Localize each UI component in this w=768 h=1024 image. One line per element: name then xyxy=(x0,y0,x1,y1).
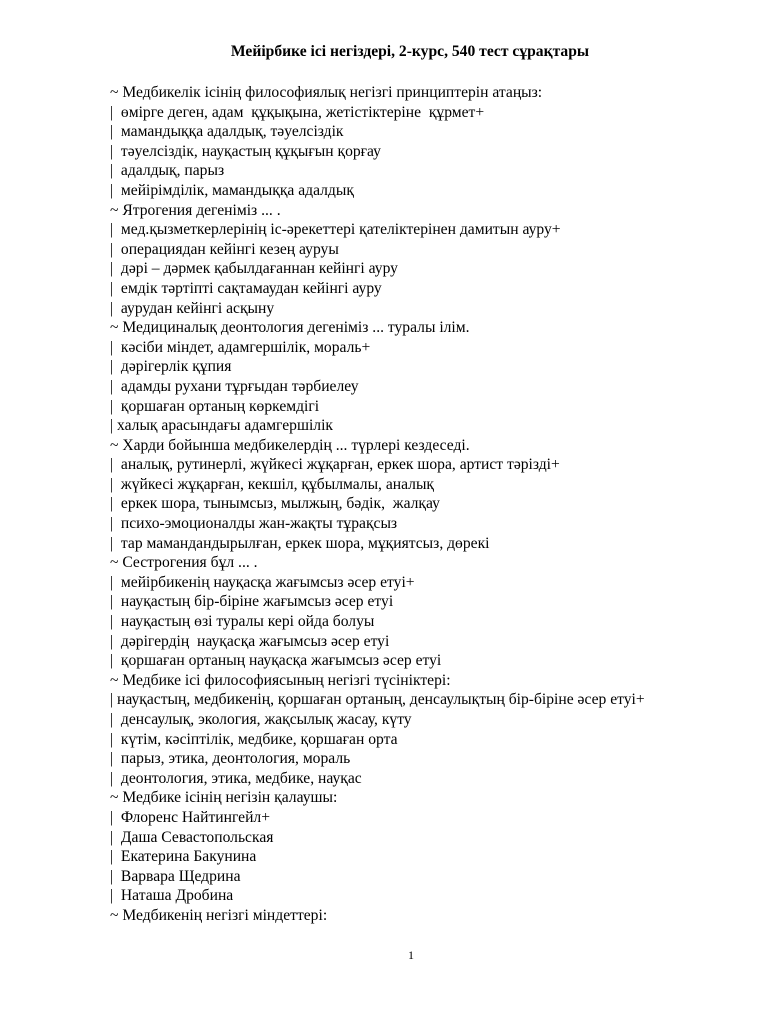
answer-option-line: | адамды рухани тұрғыдан тәрбиелеу xyxy=(110,377,359,395)
answer-option-line: | мамандыққа адалдық, тәуелсіздік xyxy=(110,123,344,141)
document-body xyxy=(110,83,710,926)
answer-option-line: | дәрігердің науқасқа жағымсыз әсер етуі xyxy=(110,632,390,650)
page-number: 1 xyxy=(408,948,414,962)
answer-option-line: | қоршаған ортаның науқасқа жағымсыз әсер етуі xyxy=(110,652,442,670)
answer-option-line: | халық арасындағы адамгершілік xyxy=(110,417,333,435)
answer-option-line: | Флоренс Найтингейл+ xyxy=(110,808,270,826)
answer-option-line: | жүйкесі жұқарған, кекшіл, құбылмалы, аналық xyxy=(110,475,435,493)
question-line: ~ Медициналық деонтология дегеніміз ... туралы ілім. xyxy=(110,319,470,337)
document-title: Мейірбике ісі негіздері, 2-курс, 540 тест сұрақтары xyxy=(230,43,590,60)
answer-option-line: | аурудан кейінгі асқыну xyxy=(110,299,275,317)
answer-option-line: | мейірімділік, мамандыққа адалдық xyxy=(110,181,354,199)
answer-option-line: | Екатерина Бакунина xyxy=(110,848,257,866)
answer-option-line: | дәрігерлік құпия xyxy=(110,358,232,376)
question-line: ~ Сестрогения бұл ... . xyxy=(110,554,258,572)
answer-option-line: | адалдық, парыз xyxy=(110,162,225,180)
answer-option-line: | қоршаған ортаның көркемдігі xyxy=(110,397,320,415)
answer-option-line: | еркек шора, тынымсыз, мылжың, бәдік, жалқау xyxy=(110,495,440,513)
question-line: ~ Медбике ісі философиясының негізгі түсініктері: xyxy=(110,671,451,689)
answer-option-line: | мед.қызметкерлерінің іс-әрекеттері қателіктерінен дамитын ауру+ xyxy=(110,221,561,239)
answer-option-line: | денсаулық, экология, жақсылық жасау, күту xyxy=(110,711,412,728)
answer-option-line: | тәуелсіздік, науқастың құқығын қорғау xyxy=(110,142,381,160)
answer-option-line: | өмірге деген, адам құқықына, жетістіктеріне құрмет+ xyxy=(110,103,485,121)
answer-option-line: | науқастың бір-біріне жағымсыз әсер етуі xyxy=(110,593,394,611)
question-line: ~ Харди бойынша медбикелердің ... түрлері кездеседі. xyxy=(110,436,470,454)
answer-option-line: | кәсіби міндет, адамгершілік, мораль+ xyxy=(110,338,371,356)
question-line: ~ Медбикелік ісінің философиялық негізгі принциптерін атаңыз: xyxy=(110,84,543,101)
answer-option-line: | мейірбикенің науқасқа жағымсыз әсер етуі+ xyxy=(110,573,415,591)
answer-option-line: | Даша Севастопольская xyxy=(110,828,274,846)
answer-option-line: | тар мамандандырылған, еркек шора, мұқиятсыз, дөрекі xyxy=(110,534,490,552)
answer-option-line: | деонтология, этика, медбике, науқас xyxy=(110,769,362,787)
answer-option-line: | науқастың, медбикенің, қоршаған ортаның, денсаулықтың бір-біріне әсер етуі+ xyxy=(110,691,645,709)
question-line: ~ Медбике ісінің негізін қалаушы: xyxy=(110,789,338,807)
question-line: ~ Ятрогения дегеніміз ... . xyxy=(110,201,281,219)
answer-option-line: | психо-эмоционалды жан-жақты тұрақсыз xyxy=(110,515,398,533)
answer-option-line: | науқастың өзі туралы кері ойда болуы xyxy=(110,613,375,631)
answer-option-line: | күтім, кәсіптілік, медбике, қоршаған орта xyxy=(110,730,398,748)
answer-option-line: | Варвара Щедрина xyxy=(110,867,241,885)
answer-option-line: | парыз, этика, деонтология, мораль xyxy=(110,750,351,768)
answer-option-line: | дәрі – дәрмек қабылдағаннан кейінгі ауру xyxy=(110,260,398,278)
answer-option-line: | аналық, рутинерлі, жүйкесі жұқарған, еркек шора, артист тәрізді+ xyxy=(110,456,560,474)
answer-option-line: | емдік тәртіпті сақтамаудан кейінгі ауру xyxy=(110,279,382,297)
answer-option-line: | операциядан кейінгі кезең ауруы xyxy=(110,240,339,258)
answer-option-line: | Наташа Дробина xyxy=(110,887,234,905)
question-line: ~ Медбикенің негізгі міндеттері: xyxy=(110,906,328,924)
